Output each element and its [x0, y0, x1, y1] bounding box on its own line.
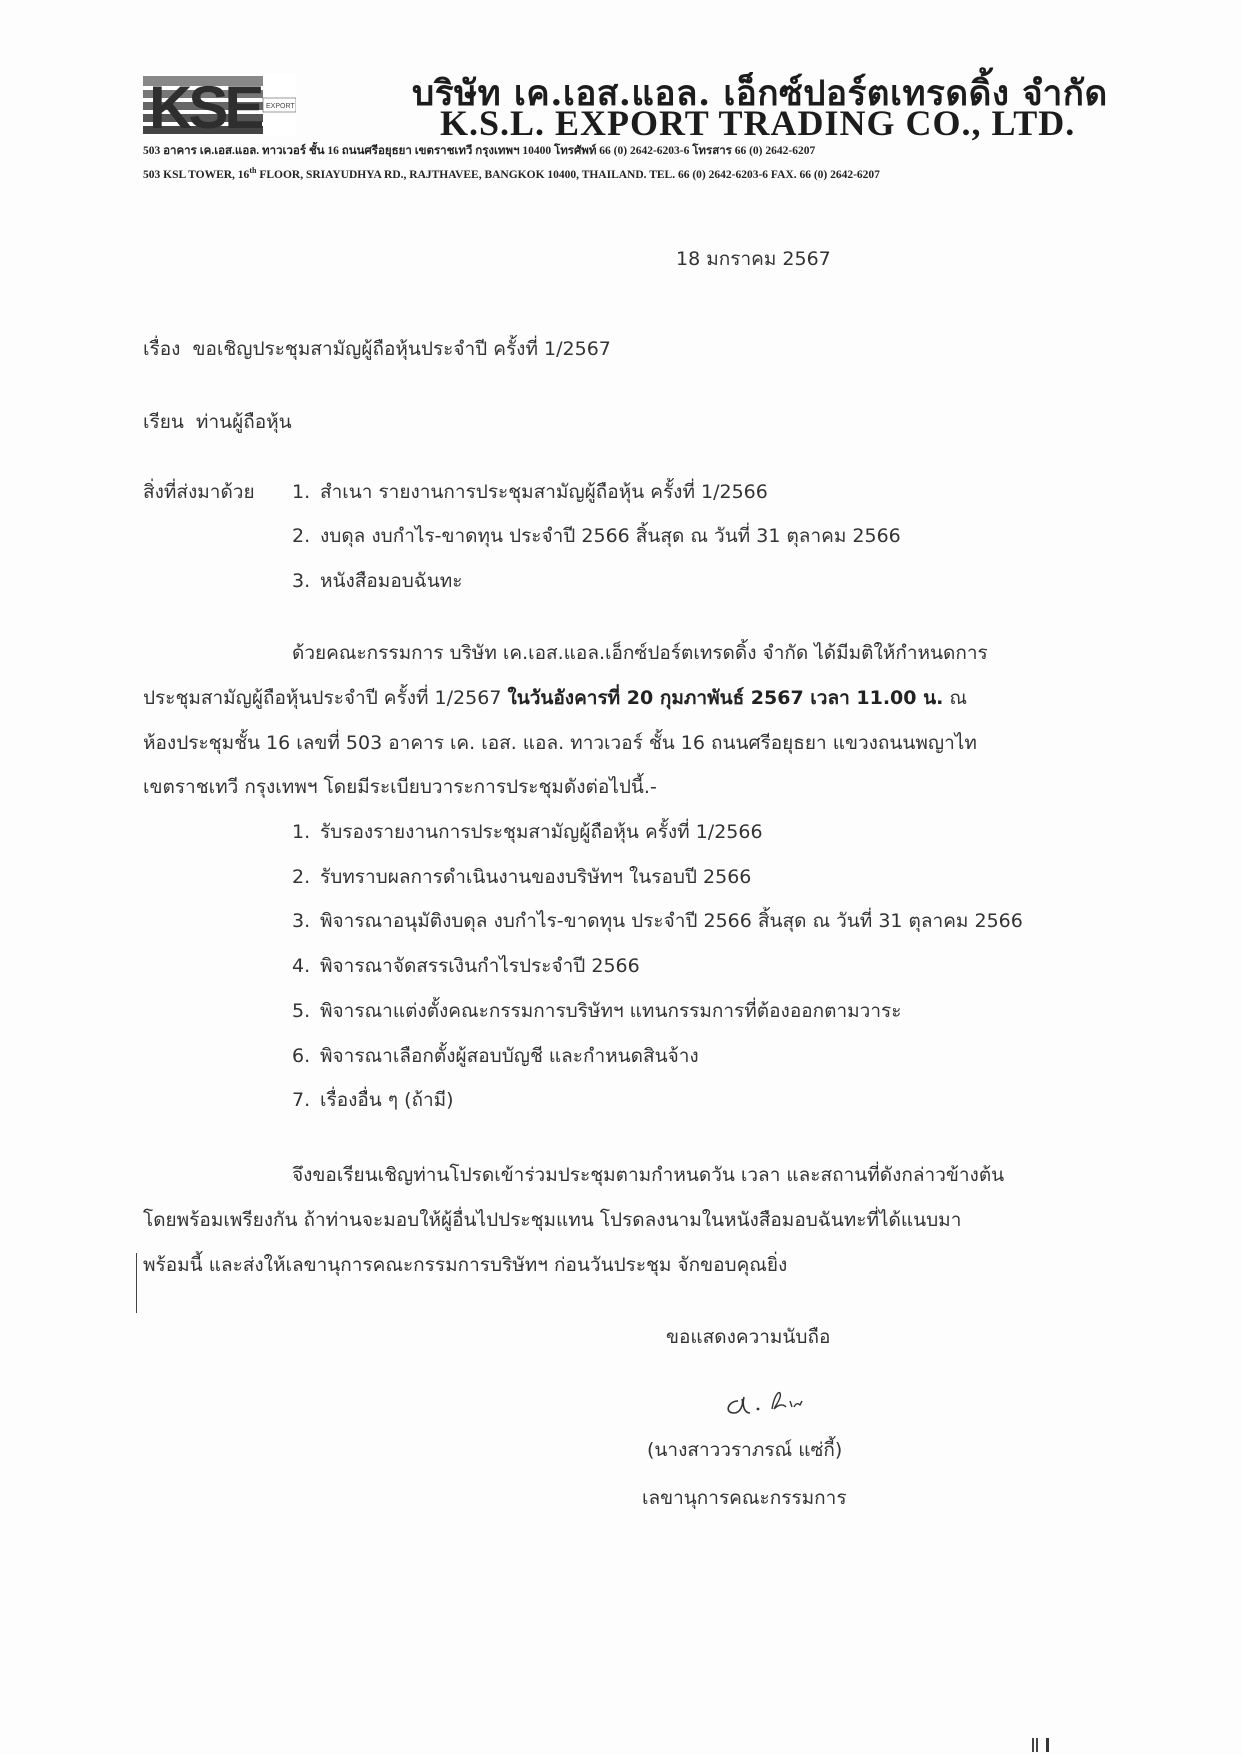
salutation-text: ท่านผู้ถือหุ้น [195, 411, 292, 433]
agenda-item: 6. พิจารณาเลือกตั้งผู้สอบบัญชี และกำหนดสินจ้าง [292, 1045, 699, 1067]
paragraph-1-line: ห้องประชุมชั้น 16 เลขที่ 503 อาคาร เค. เอส. แอล. ทาวเวอร์ ชั้น 16 ถนนศรีอยุธยา แขวงถนนพญาไท [143, 732, 977, 754]
paragraph-1-line: ด้วยคณะกรรมการ บริษัท เค.เอส.แอล.เอ็กซ์ปอร์ตเทรดดิ้ง จำกัด ได้มีมติให้กำหนดการ [292, 642, 988, 664]
enclosure-item: 2. งบดุล งบกำไร-ขาดทุน ประจำปี 2566 สิ้นสุด ณ วันที่ 31 ตุลาคม 2566 [292, 525, 901, 547]
logo-tag: EXPORT [266, 103, 295, 110]
enclosures-label: สิ่งที่ส่งมาด้วย [143, 481, 255, 503]
margin-mark [136, 1253, 137, 1313]
agenda-item: 5. พิจารณาแต่งตั้งคณะกรรมการบริษัทฯ แทนกรรมการที่ต้องออกตามวาระ [292, 1000, 902, 1022]
company-name-thai: บริษัท เค.เอส.แอล. เอ็กซ์ปอร์ตเทรดดิ้ง จำกัด [412, 73, 1108, 114]
company-logo [143, 74, 296, 136]
address-english: 503 KSL TOWER, 16th FLOOR, SRIAYUDHYA RD., RAJTHAVEE, BANGKOK 10400, THAILAND. TEL. 66 (0) 2642-6203-6 FAX. 66 (0) 2642-6207 [143, 166, 880, 181]
company-name-english: K.S.L. EXPORT TRADING CO., LTD. [440, 103, 1076, 143]
signer-name: (นางสาววราภรณ์ แซ่กี้) [647, 1439, 843, 1461]
subject-label: เรื่อง [143, 338, 181, 360]
letter-date: 18 มกราคม 2567 [676, 248, 831, 270]
scan-marks [1030, 1738, 1054, 1752]
paragraph-1-line: เขตราชเทวี กรุงเทพฯ โดยมีระเบียบวาระการประชุมดังต่อไปนี้.- [143, 776, 657, 798]
agenda-item: 3. พิจารณาอนุมัติงบดุล งบกำไร-ขาดทุน ประจำปี 2566 สิ้นสุด ณ วันที่ 31 ตุลาคม 2566 [292, 910, 1023, 932]
signer-title: เลขานุการคณะกรรมการ [642, 1487, 847, 1509]
subject-line [143, 334, 611, 364]
salutation-label: เรียน [143, 411, 184, 433]
logo-letters: KSE [149, 74, 261, 136]
enclosure-item: 3. หนังสือมอบฉันทะ [292, 570, 463, 592]
agenda-item: 1. รับรองรายงานการประชุมสามัญผู้ถือหุ้น ครั้งที่ 1/2566 [292, 821, 763, 843]
paragraph-2-line: จึงขอเรียนเชิญท่านโปรดเข้าร่วมประชุมตามกำหนดวัน เวลา และสถานที่ดังกล่าวข้างต้น [292, 1164, 1005, 1186]
address-thai: 503 อาคาร เค.เอส.แอล. ทาวเวอร์ ชั้น 16 ถนนศรีอยุธยา เขตราชเทวี กรุงเทพฯ 10400 โทรศัพท์ 66 (0) 2642-6203-6 โทรสาร 66 (0) 2642-6207 [143, 145, 816, 157]
paragraph-2-line: โดยพร้อมเพรียงกัน ถ้าท่านจะมอบให้ผู้อื่นไปประชุมแทน โปรดลงนามในหนังสือมอบฉันทะที่ได้แนบมา [143, 1209, 962, 1231]
enclosure-item: 1. สำเนา รายงานการประชุมสามัญผู้ถือหุ้น ครั้งที่ 1/2566 [292, 481, 768, 503]
meeting-datetime: ในวันอังคารที่ 20 กุมภาพันธ์ 2567 เวลา 11.00 น. [507, 687, 944, 709]
agenda-item: 2. รับทราบผลการดำเนินงานของบริษัทฯ ในรอบปี 2566 [292, 866, 752, 888]
agenda-item: 7. เรื่องอื่น ๆ (ถ้ามี) [292, 1089, 454, 1111]
subject-text: ขอเชิญประชุมสามัญผู้ถือหุ้นประจำปี ครั้งที่ 1/2567 [192, 338, 611, 360]
paragraph-1-line: ประชุมสามัญผู้ถือหุ้นประจำปี ครั้งที่ 1/2567 ในวันอังคารที่ 20 กุมภาพันธ์ 2567 เวลา 11.00 น. ณ [143, 687, 967, 709]
agenda-item: 4. พิจารณาจัดสรรเงินกำไรประจำปี 2566 [292, 955, 640, 977]
handwritten-signature [720, 1383, 820, 1423]
salutation-line [143, 407, 292, 437]
closing: ขอแสดงความนับถือ [666, 1326, 831, 1348]
paragraph-2-line: พร้อมนี้ และส่งให้เลขานุการคณะกรรมการบริษัทฯ ก่อนวันประชุม จักขอบคุณยิ่ง [143, 1254, 788, 1276]
